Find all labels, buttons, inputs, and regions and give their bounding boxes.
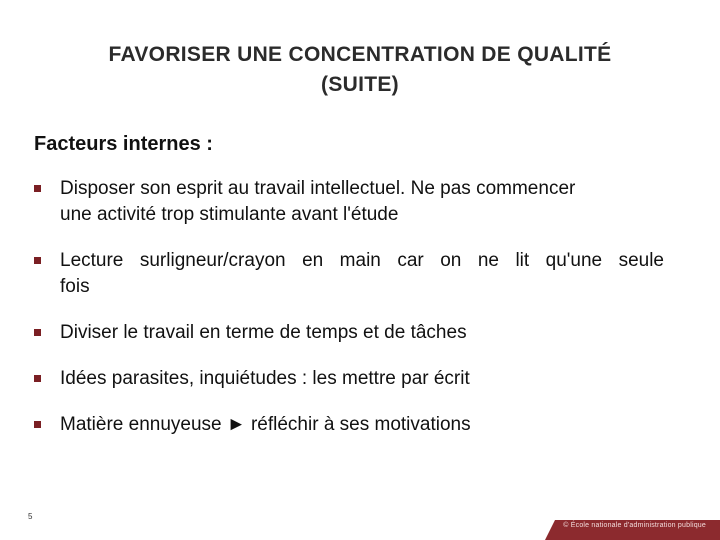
bullet-list — [34, 176, 664, 458]
square-bullet-icon — [34, 329, 41, 336]
page-number: 5 — [28, 512, 33, 521]
bullet-item — [34, 248, 664, 300]
bullet-item — [34, 176, 664, 228]
bullet-item — [34, 320, 664, 346]
square-bullet-icon — [34, 421, 41, 428]
bullet-text: Matière ennuyeuse ► réfléchir à ses motivations — [60, 414, 471, 435]
section-heading: Facteurs internes : — [34, 133, 213, 155]
slide-title-line2: (SUITE) — [321, 73, 399, 96]
slide-title-line1: FAVORISER UNE CONCENTRATION DE QUALITÉ — [108, 43, 612, 66]
bullet-text-continued: fois — [60, 276, 90, 297]
bullet-item — [34, 366, 664, 392]
bullet-text: Lecture surligneur/crayon en main car on ne lit qu'une seule — [60, 250, 664, 271]
square-bullet-icon — [34, 257, 41, 264]
square-bullet-icon — [34, 185, 41, 192]
square-bullet-icon — [34, 375, 41, 382]
footer-copyright: © École nationale d'administration publique — [563, 522, 706, 529]
bullet-text: Disposer son esprit au travail intellectuel. Ne pas commencer — [60, 178, 576, 199]
bullet-text: Diviser le travail en terme de temps et de tâches — [60, 322, 467, 343]
slide-title — [20, 40, 700, 100]
bullet-text: Idées parasites, inquiétudes : les mettre par écrit — [60, 368, 470, 389]
bullet-item — [34, 412, 664, 438]
bullet-text-continued: une activité trop stimulante avant l'étude — [60, 204, 399, 225]
